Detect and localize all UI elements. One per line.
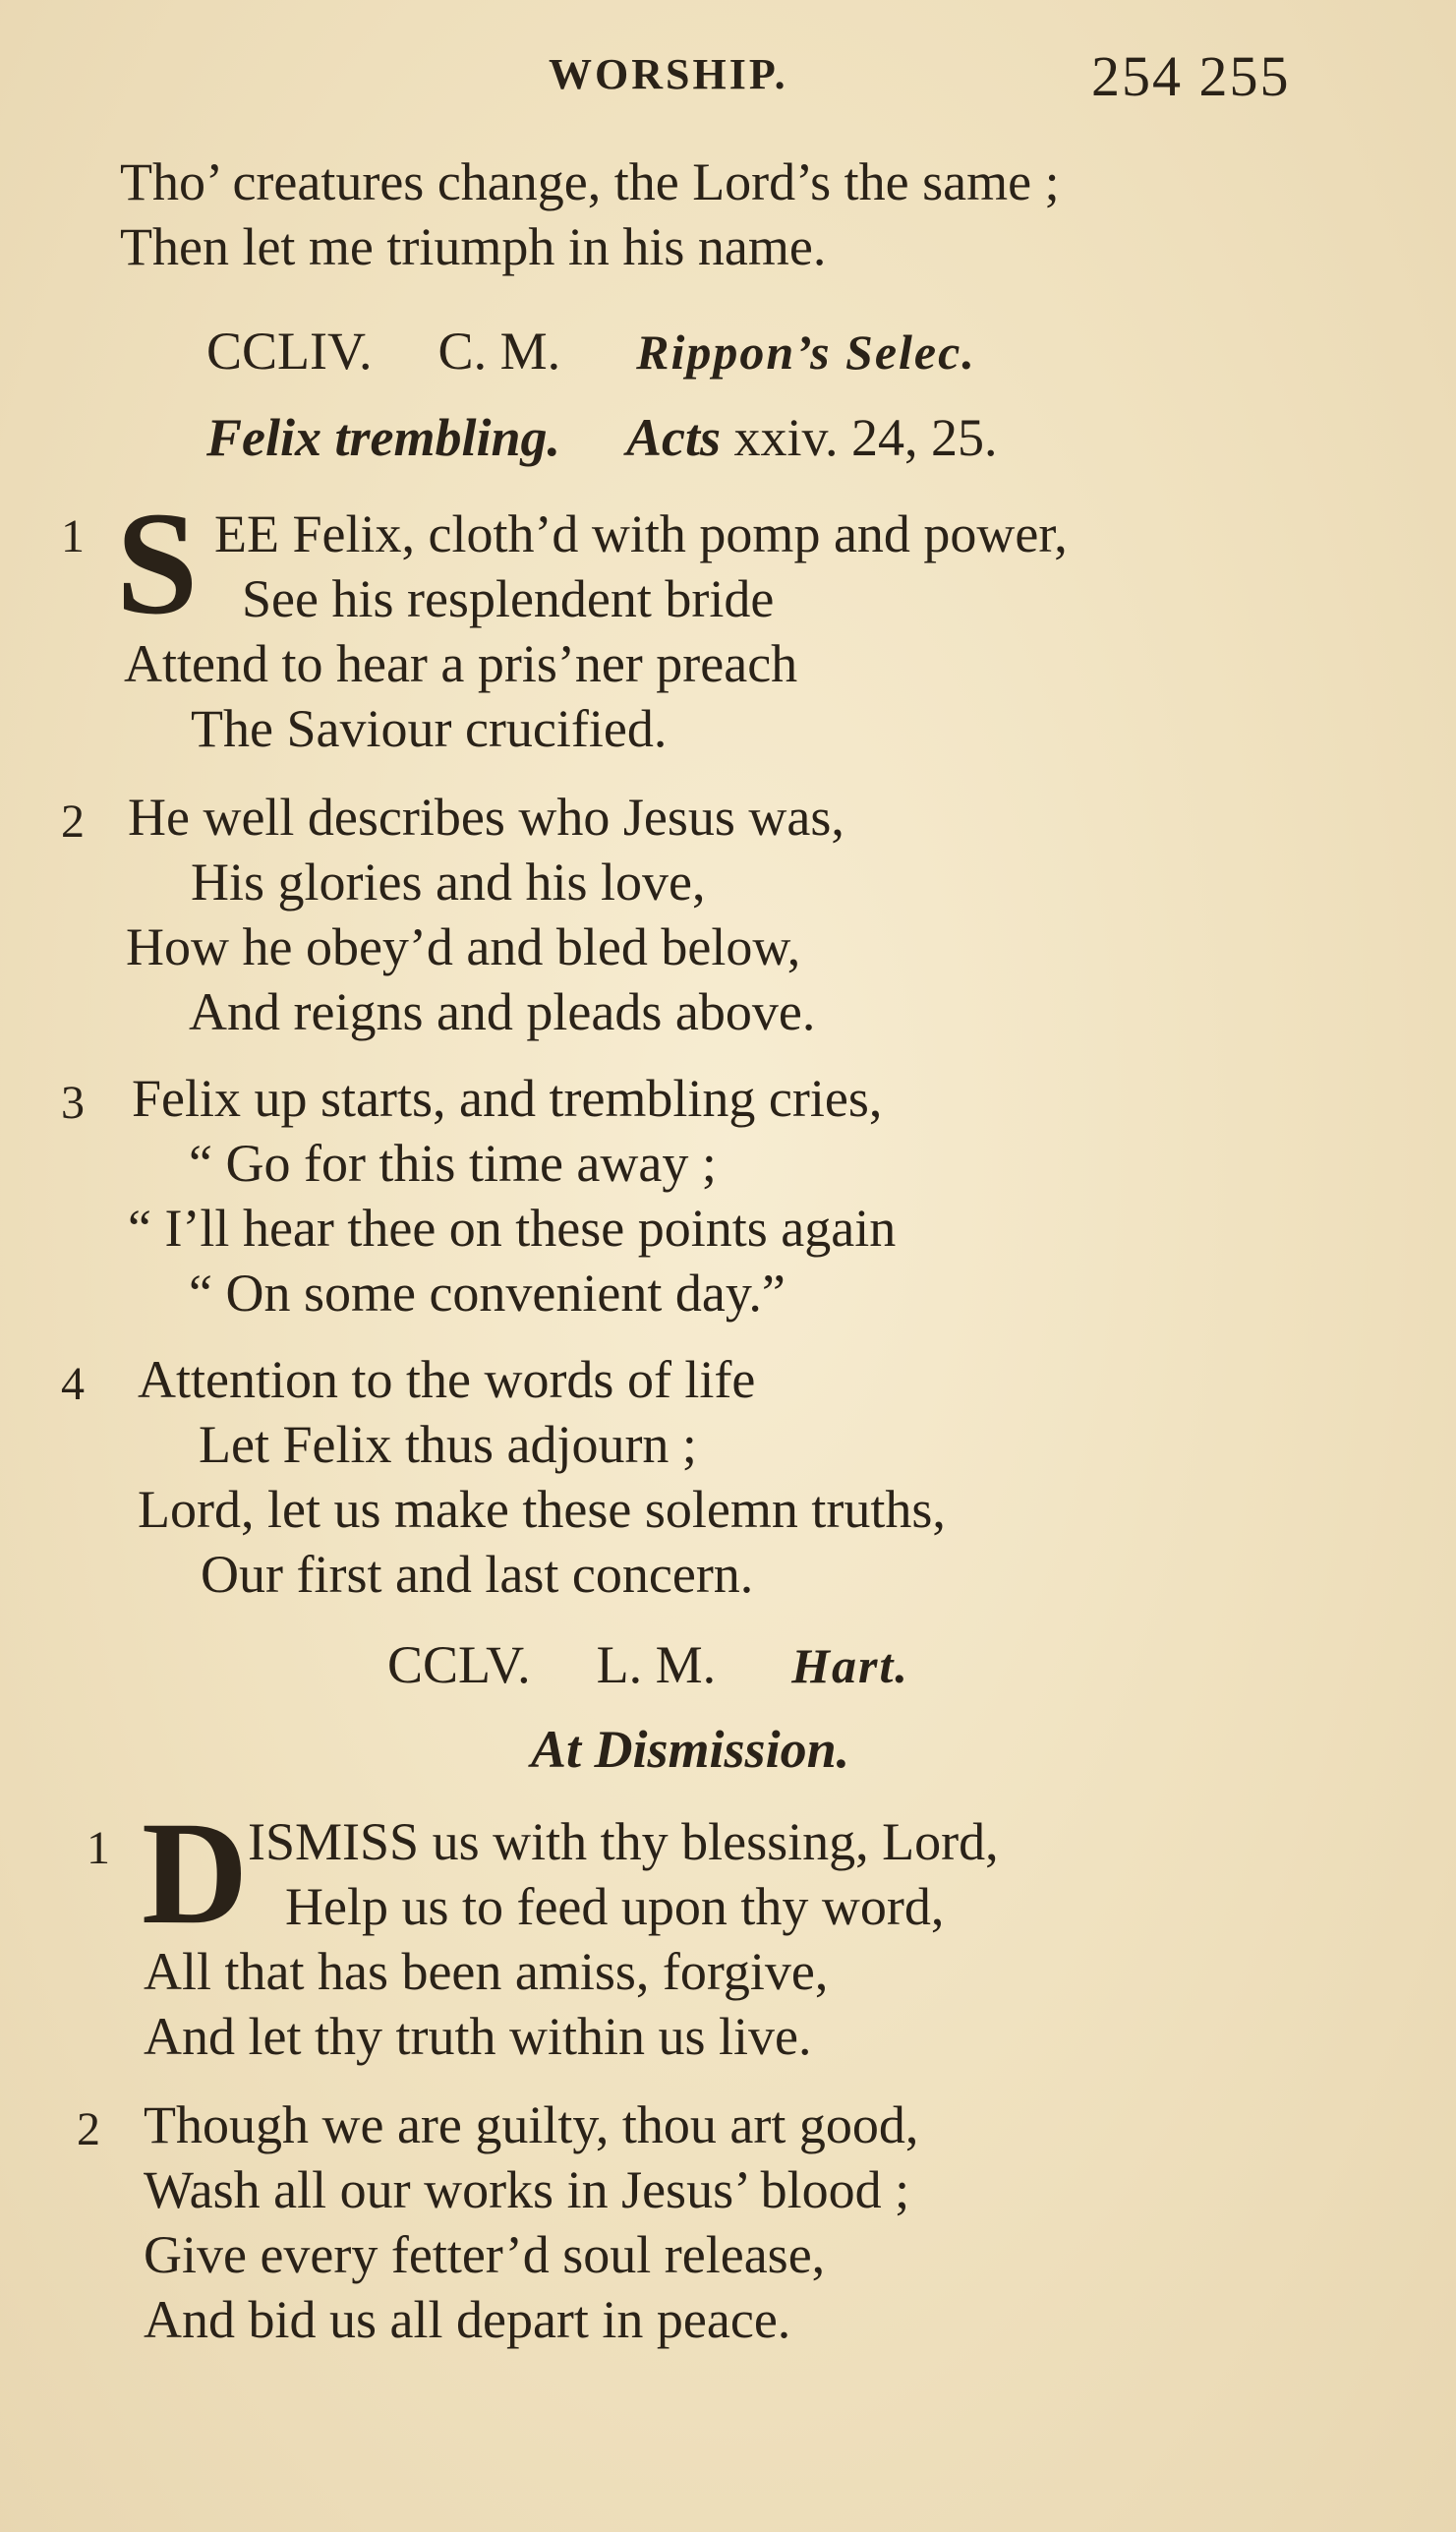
verse-line: Felix up starts, and trembling cries, [132, 1069, 883, 1128]
verse-line: All that has been amiss, forgive, [144, 1942, 829, 2001]
verse-line: Though we are guilty, thou art good, [144, 2095, 919, 2154]
hymn-254-subject-title: Felix trembling. [206, 408, 561, 467]
hymn-255-subject [531, 1719, 849, 1780]
hymn-254-number: CCLIV. [206, 322, 373, 381]
prev-hymn-line-2: Then let me triumph in his name. [120, 217, 827, 276]
verse-line: Help us to feed upon thy word, [285, 1877, 945, 1936]
drop-cap: D [142, 1792, 249, 1955]
hymn-254-scripture-ref: xxiv. 24, 25. [733, 408, 998, 467]
verse-line: And let thy truth within us live. [144, 2007, 812, 2066]
hymn-255-heading [387, 1634, 909, 1695]
verse-line: ISMISS us with thy blessing, Lord, [248, 1812, 999, 1871]
verse-number: 2 [61, 795, 85, 848]
verse-line: And reigns and pleads above. [189, 982, 816, 1041]
verse-number: 2 [77, 2103, 100, 2155]
hymn-255-number: CCLV. [387, 1635, 531, 1694]
hymn-255-meter: L. M. [596, 1635, 717, 1694]
hymn-254-scripture-book: Acts [626, 408, 722, 467]
verse-line: His glories and his love, [191, 853, 706, 912]
verse-line: EE Felix, cloth’d with pomp and power, [214, 504, 1068, 563]
page-numbers: 254 255 [1091, 44, 1291, 108]
verse-line: Let Felix thus adjourn ; [199, 1415, 697, 1474]
hymn-254-subject [206, 407, 998, 468]
verse-line: And bid us all depart in peace. [144, 2290, 791, 2349]
verse-line: How he obey’d and bled below, [126, 917, 801, 976]
hymn-254-heading [206, 321, 976, 382]
verse-line: “ Go for this time away ; [189, 1134, 717, 1193]
verse-line: Wash all our works in Jesus’ blood ; [144, 2160, 910, 2219]
verse-line: “ On some convenient day.” [189, 1264, 786, 1323]
verse-number: 1 [61, 510, 85, 562]
verse-number: 3 [61, 1077, 85, 1129]
drop-cap: S [116, 482, 199, 645]
prev-hymn-line-1: Tho’ creatures change, the Lord’s the same ; [120, 152, 1060, 211]
running-head: WORSHIP. [549, 50, 788, 98]
hymn-255-source: Hart. [791, 1638, 909, 1693]
verse-line: Give every fetter’d soul release, [144, 2225, 826, 2284]
verse-line: See his resplendent bride [242, 569, 775, 628]
hymn-254-source: Rippon’s Selec. [636, 324, 976, 380]
verse-line: Attend to hear a pris’ner preach [124, 634, 798, 693]
verse-line: Lord, let us make these solemn truths, [138, 1480, 946, 1539]
verse-number: 1 [87, 1822, 110, 1874]
verse-line: “ I’ll hear thee on these points again [128, 1199, 897, 1258]
verse-line: The Saviour crucified. [191, 699, 668, 758]
verse-line: He well describes who Jesus was, [128, 788, 844, 847]
hymn-254-meter: C. M. [437, 322, 561, 381]
verse-line: Attention to the words of life [138, 1350, 756, 1409]
verse-number: 4 [61, 1358, 85, 1410]
hymn-255-subject-title: At Dismission. [531, 1720, 850, 1779]
verse-line: Our first and last concern. [201, 1545, 754, 1604]
